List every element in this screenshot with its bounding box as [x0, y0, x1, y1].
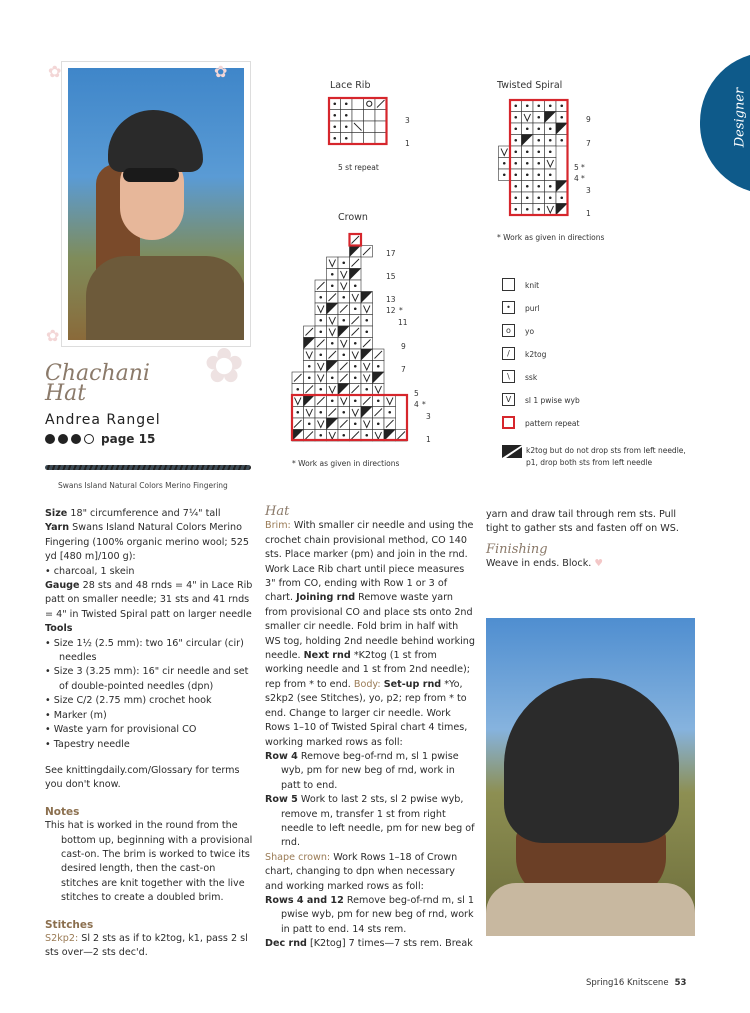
row4-label: Row 4 — [265, 750, 298, 762]
flower-ornament: ✿ — [214, 62, 228, 81]
flower-ornament: ✿ — [46, 326, 60, 345]
slip-symbol-icon: V — [502, 393, 515, 406]
twisted-spiral-grid — [499, 100, 568, 215]
difficulty-rating — [45, 432, 155, 446]
row-number: 7 — [586, 139, 591, 148]
row-number: 9 — [401, 342, 406, 351]
yarn-label: Yarn — [45, 522, 70, 534]
legend-item — [502, 393, 692, 416]
instructions-column — [265, 505, 475, 952]
notes-text: This hat is worked in the round from the bottom up, beginning with a provisional cast-on. The brim is worked to twice its desired length, then the cast-on stitches are knit together with the live stitches to create a doubled brim. — [45, 820, 253, 904]
page-footer — [586, 978, 686, 988]
difficulty-dot-filled — [71, 434, 81, 444]
setup-label: Set-up rnd — [383, 678, 442, 690]
lace-rib-repeat-note: 5 st repeat — [338, 163, 379, 172]
tools-label: Tools — [45, 623, 73, 635]
materials-column: Size 18" circumference and 7¼" tall Yarn Swans Island Natural Colors Merino Fingering (100% organic merino wool; 525 yd [480 m]/100 g): • charcoal, 1 skein Gauge 28 sts and 48 rnds = 4" in Lace Rib patt on smaller needle; 31 sts and 41 rnds = 4" in Twisted Spiral patt on larger needle Tools • Size 1½ (2.5 mm): two 16" circular (cir) needles • Size 3 (3.25 mm): 16" cir needle and set of double-pointed needles (dpn) • Size C/2 (2.75 mm) crochet hook • Marker (m) • Waste yarn for provisional CO • Tapestry needle See knittingdaily.com/Glossary for terms you don't know. Notes This hat is worked in the round from the bottom up, beginning with a provisional cast-on. The brim is worked to twice its desired length, then the cast-on stitches are knit together with the live stitches to create a doubled brim. Stitches S2kp2: Sl 2 sts as if to k2tog, k1, pass 2 sl sts over—2 sts dec'd. — [45, 507, 255, 961]
legend-label: knit — [525, 281, 540, 290]
chart-legend — [502, 278, 692, 469]
crown-chart — [288, 230, 443, 446]
hat-heading: Hat — [265, 504, 290, 519]
row-number: 3 — [586, 186, 591, 195]
rows-4-12-label: Rows 4 and 12 — [265, 894, 344, 906]
crown-chart-title: Crown — [338, 212, 368, 223]
tool-item: Size C/2 (2.75 mm) crochet hook — [53, 695, 212, 707]
pattern-repeat-icon — [502, 416, 515, 429]
legend-label: k2tog but do not drop sts from left needle, p1, drop both sts from left needle — [526, 446, 686, 467]
shape-crown-text: Work Rows 1–18 of Crown chart, changing to dpn when necessary and working marked rows as foll: — [265, 851, 458, 892]
row-number: 1 — [405, 139, 410, 148]
notes-heading: Notes — [45, 805, 80, 818]
dec-rnd-text: [K2tog] 7 times—7 sts rem. Break — [310, 938, 473, 950]
yarn-amount: • charcoal, 1 skein — [45, 565, 135, 577]
yarn-value: Swans Island Natural Colors Merino Fingering (100% organic merino wool; 525 yd [480 m]/100 g): — [45, 522, 249, 563]
row-star: * — [581, 174, 585, 183]
next-rnd-label: Next rnd — [303, 650, 351, 662]
twisted-spiral-chart — [494, 96, 604, 221]
tool-item: Size 1½ (2.5 mm): two 16" circular (cir) needles — [53, 637, 244, 664]
yo-symbol-icon: o — [502, 324, 515, 337]
legend-item — [502, 445, 692, 469]
instructions-continued: yarn and draw tail through rem sts. Pull tight to gather sts and fasten off on WS. — [486, 509, 679, 535]
legend-label: ssk — [525, 373, 538, 382]
gauge-value: 28 sts and 48 rnds = 4" in Lace Rib patt on smaller needle; 31 sts and 41 rnds = 4" in Twisted Spiral patt on larger needle — [45, 580, 253, 620]
k2tog-p1-symbol-icon — [502, 445, 522, 458]
rows-4-12-text: Remove beg-of-rnd m, sl 1 pwise wyb, pm for new beg of rnd, work in patt to end. 14 sts rem. — [281, 894, 474, 935]
row-number: 4 — [574, 174, 579, 183]
row-number: 1 — [426, 435, 431, 444]
twisted-spiral-note: * Work as given in directions — [497, 233, 605, 242]
page-number: 53 — [674, 978, 687, 988]
legend-label: k2tog — [525, 350, 547, 359]
k2tog-symbol-icon: / — [502, 347, 515, 360]
s2kp2-label: S2kp2: — [45, 932, 79, 944]
dec-rnd-label: Dec rnd — [265, 938, 307, 950]
row-number: 3 — [405, 116, 410, 125]
heart-icon: ♥ — [594, 558, 603, 570]
designer-name: Andrea Rangel — [45, 412, 161, 428]
row-number: 5 — [574, 163, 579, 172]
glossary-note: See knittingdaily.com/Glossary for terms you don't know. — [45, 764, 240, 791]
joining-label: Joining rnd — [296, 592, 356, 604]
pattern-title — [45, 361, 205, 406]
designer-tab-label: Designer — [732, 87, 748, 148]
crown-note: * Work as given in directions — [292, 459, 400, 468]
row5-text: Work to last 2 sts, sl 2 pwise wyb, remove m, transfer 1 st from right needle to left needle, pm for new beg of rnd. — [281, 794, 475, 849]
finishing-text: Weave in ends. Block. — [486, 558, 592, 570]
issue-label: Spring16 Knitscene — [586, 978, 669, 988]
difficulty-dot-filled — [45, 434, 55, 444]
legend-label: pattern repeat — [525, 419, 580, 428]
row-number: 12 — [386, 306, 396, 315]
row-star: * — [399, 306, 403, 315]
gauge-label: Gauge — [45, 580, 80, 592]
lace-rib-chart — [325, 94, 415, 154]
model-photo-front — [62, 62, 250, 346]
legend-item — [502, 324, 692, 347]
tool-item: Size 3 (3.25 mm): 16" cir needle and set of double-pointed needles (dpn) — [53, 666, 249, 692]
tool-item: Tapestry needle — [53, 738, 130, 750]
title-line-2: Hat — [45, 381, 87, 406]
twisted-spiral-chart-title: Twisted Spiral — [497, 80, 563, 91]
knit-symbol-icon — [502, 278, 515, 291]
yarn-strand-image — [45, 465, 251, 470]
row-number: 11 — [398, 318, 408, 327]
yarn-caption: Swans Island Natural Colors Merino Fingering — [58, 481, 228, 490]
row4-text: Remove beg-of-rnd m, sl 1 pwise wyb, pm for new beg of rnd, work in patt to end. — [281, 750, 459, 791]
legend-item — [502, 370, 692, 393]
legend-item — [502, 278, 692, 301]
row-star: * — [422, 400, 426, 409]
difficulty-dot-empty — [84, 434, 94, 444]
model-photo-back — [486, 618, 695, 936]
row-number: 4 — [414, 400, 419, 409]
size-value: 18" circumference and 7¼" tall — [70, 508, 221, 519]
brim-label: Brim: — [265, 520, 291, 532]
finishing-heading: Finishing — [486, 541, 548, 557]
tool-item: Marker (m) — [53, 709, 107, 721]
legend-label: sl 1 pwise wyb — [525, 396, 580, 405]
row-number: 17 — [386, 249, 396, 258]
legend-item — [502, 416, 692, 441]
row-number: 3 — [426, 412, 431, 421]
row-star: * — [581, 163, 585, 172]
lace-rib-grid — [329, 98, 387, 144]
brim-text: With smaller cir needle and using the crochet chain provisional method, CO 140 sts. Place marker (pm) and join in the rnd. Work Lace Rib chart until piece measures 3" from CO, ending with Row 1 or 3 of chart. — [265, 520, 474, 604]
size-label: Size — [45, 508, 68, 519]
difficulty-dot-filled — [58, 434, 68, 444]
row-number: 1 — [586, 209, 591, 218]
row5-label: Row 5 — [265, 794, 298, 806]
flower-ornament: ✿ — [204, 338, 245, 394]
flower-ornament: ✿ — [48, 62, 62, 81]
row-number: 5 — [414, 389, 419, 398]
row-number: 9 — [586, 115, 591, 124]
tool-item: Waste yarn for provisional CO — [53, 724, 197, 736]
row-number: 15 — [386, 272, 396, 281]
legend-label: yo — [525, 327, 535, 336]
legend-item — [502, 347, 692, 370]
purl-symbol-icon: • — [502, 301, 515, 314]
finishing-column — [486, 508, 696, 572]
next-rnd-text: *K2tog (1 st from working needle and 1 st from 2nd needle); rep from * to end. — [265, 650, 470, 690]
lace-rib-chart-title: Lace Rib — [330, 80, 371, 91]
s2kp2-text: Sl 2 sts as if to k2tog, k1, pass 2 sl sts over—2 sts dec'd. — [45, 932, 248, 959]
ssk-symbol-icon: \ — [502, 370, 515, 383]
title-line-1: Chachani — [45, 361, 150, 386]
difficulty-page-ref: page 15 — [101, 432, 156, 446]
joining-text: Remove waste yarn from provisional CO and place sts onto 2nd smaller cir needle. Fold brim in half with WS tog, holding 2nd needle behind working needle. — [265, 592, 475, 662]
stitches-heading: Stitches — [45, 918, 94, 931]
legend-item — [502, 301, 692, 324]
row-number: 13 — [386, 295, 396, 304]
legend-label: purl — [525, 304, 540, 313]
designer-section-tab — [700, 52, 750, 194]
crown-grid — [292, 234, 407, 441]
setup-text: *Yo, s2kp2 (see Stitches), yo, p2; rep from * to end. Change to larger cir needle. Work Rows 1–10 of Twisted Spiral chart 4 times, working marked rows as foll: — [265, 678, 468, 748]
shape-crown-label: Shape crown: — [265, 851, 331, 863]
body-label: Body: — [353, 678, 381, 690]
row-number: 7 — [401, 365, 406, 374]
